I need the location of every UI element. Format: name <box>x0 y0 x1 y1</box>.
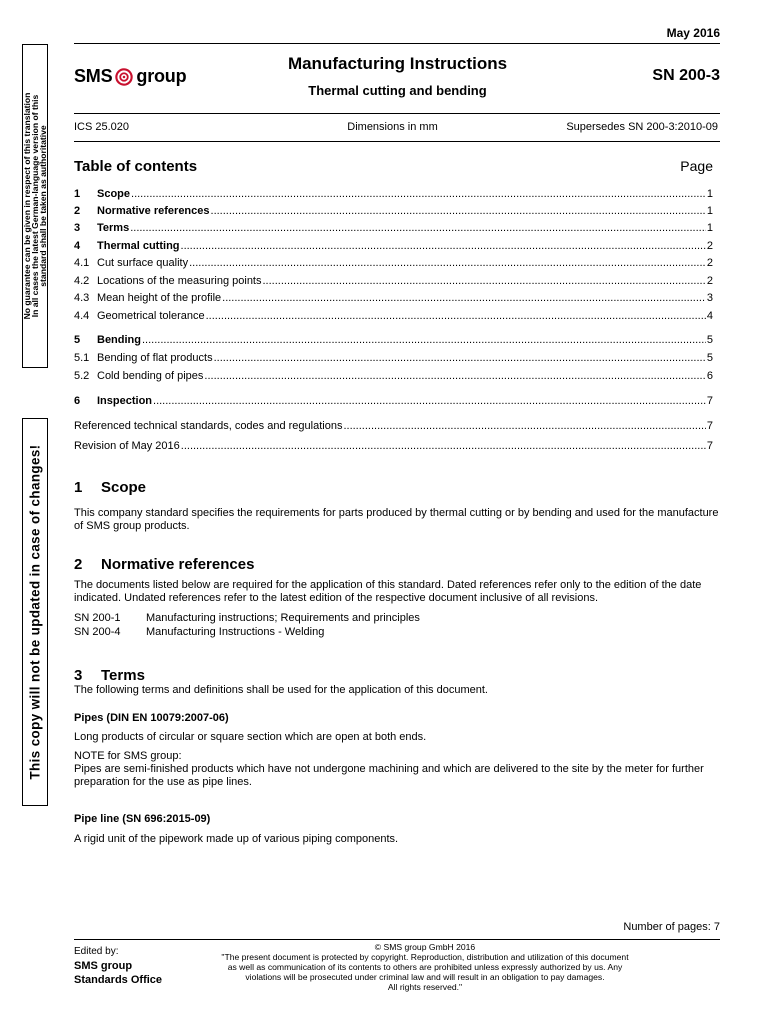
toc-heading: Table of contents <box>74 158 198 175</box>
update-warning-box <box>22 418 48 806</box>
header-top-rule <box>74 43 720 44</box>
toc-page-label: Page <box>680 158 713 174</box>
reference-row: SN 200-1 Manufacturing instructions; Requirements and principles <box>74 612 420 624</box>
toc-entry[interactable]: 2 Normative references ..... 1 <box>74 205 713 220</box>
logo-prefix: SMS <box>74 66 113 86</box>
note-text: Pipes are semi-finished products which have not undergone machining and which are delivered to the site by the meter for further preparation for the use as pipe lines. <box>74 763 704 788</box>
toc-entry[interactable]: 6 Inspection ..... 7 <box>74 395 713 410</box>
ics-code: ICS 25.020 <box>74 121 130 133</box>
toc-entry[interactable]: Revision of May 2016 ..... 7 <box>74 440 713 455</box>
toc-entry[interactable]: 5.2 Cold bending of pipes ..... 6 <box>74 370 713 385</box>
toc-entry[interactable]: 4 Thermal cutting ..... 2 <box>74 240 713 255</box>
scope-text: This company standard specifies the requirements for parts produced by thermal cutting or by bending and used for the manufacture of SMS group products. <box>74 507 719 532</box>
normative-text: The documents listed below are required for the application of this standard. Dated references refer only to the edition of the date indicated. Undated references refer to the latest edition of the respective document inclusive of all revisions. <box>74 579 702 604</box>
note-label: NOTE for SMS group: <box>74 750 182 762</box>
toc-entry[interactable]: 4.2 Locations of the measuring points ..... 2 <box>74 275 713 290</box>
reference-row: SN 200-4 Manufacturing Instructions - Welding <box>74 626 325 638</box>
edited-by-label: Edited by: <box>74 946 119 957</box>
document-date: May 2016 <box>666 26 720 40</box>
term-definition-pipe-line: A rigid unit of the pipework made up of various piping components. <box>74 833 399 845</box>
document-number: SN 200-3 <box>652 67 720 84</box>
term-heading-pipe-line: Pipe line (SN 696:2015-09) <box>74 813 211 825</box>
dimensions-note: Dimensions in mm <box>347 121 438 133</box>
translation-disclaimer: No guarantee can be given in respect of this translation In all cases the latest German-language version of this standard shall be taken as authoritative <box>22 92 48 320</box>
logo-suffix: group <box>136 66 187 86</box>
section-heading-scope: 1 Scope <box>74 479 147 496</box>
translation-disclaimer-box <box>22 44 48 368</box>
terms-intro: The following terms and definitions shall be used for the application of this document. <box>74 684 488 696</box>
update-warning: This copy will not be updated in case of changes! <box>27 444 43 780</box>
term-definition-pipes: Long products of circular or square section which are open at both ends. <box>74 731 427 743</box>
toc-entry[interactable]: 3 Terms ..... 1 <box>74 222 713 237</box>
section-heading-normative: 2 Normative references <box>74 556 255 573</box>
logo-target-icon <box>115 68 133 86</box>
footer-rule <box>74 939 720 940</box>
document-title: Manufacturing Instructions <box>287 54 508 73</box>
supersedes-note: Supersedes SN 200-3:2010-09 <box>566 121 718 133</box>
toc-entry[interactable]: 4.4 Geometrical tolerance ..... 4 <box>74 310 713 325</box>
toc-entry[interactable]: 1 Scope ..... 1 <box>74 188 713 203</box>
toc-entry[interactable]: 4.1 Cut surface quality ..... 2 <box>74 257 713 272</box>
term-heading-pipes: Pipes (DIN EN 10079:2007-06) <box>74 712 229 724</box>
toc-entry[interactable]: 4.3 Mean height of the profile ..... 3 <box>74 292 713 307</box>
document-subtitle: Thermal cutting and bending <box>308 83 487 98</box>
sms-group-logo <box>74 66 186 87</box>
toc-entry[interactable]: Referenced technical standards, codes and regulations ..... 7 <box>74 420 713 435</box>
editor-organization: SMS group Standards Office <box>74 960 163 986</box>
number-of-pages: Number of pages: 7 <box>623 921 720 933</box>
section-heading-terms: 3 Terms <box>74 667 145 684</box>
toc-entry[interactable]: 5 Bending ..... 5 <box>74 334 713 349</box>
header-bottom-rule <box>74 113 720 114</box>
toc-entry[interactable]: 5.1 Bending of flat products ..... 5 <box>74 352 713 367</box>
meta-rule <box>74 141 720 142</box>
copyright-notice: © SMS group GmbH 2016 "The present document is protected by copyright. Reproduction, distribution and utilization of this document as well as communication of its contents to others are prohibited unless expressly authorized by us. Any violations will be prosecuted under criminal law and will result in an obligation to pay damages. All rights reserved." <box>221 942 629 992</box>
